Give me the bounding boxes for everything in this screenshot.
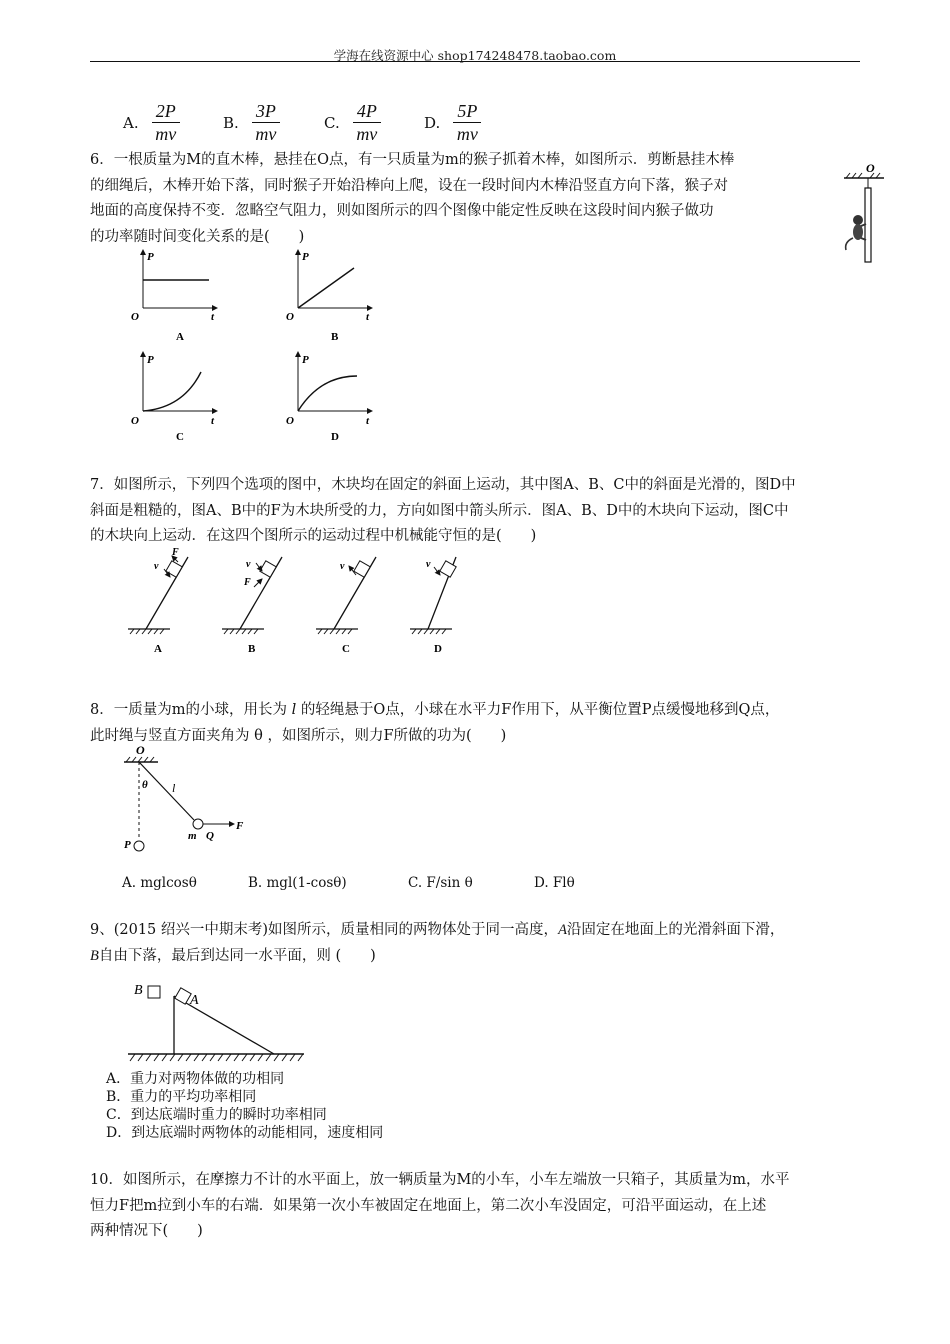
fraction: $\frac{2P}{mv}$ [152,100,180,145]
q5-option-c: C. $\frac{4P}{mv}$ [324,100,381,145]
svg-text:t: t [211,311,215,323]
svg-text:l: l [172,781,176,795]
fraction: $\frac{3P}{mv}$ [252,100,280,145]
graph-c-curve [143,372,201,411]
svg-text:v: v [154,561,159,572]
svg-text:O: O [286,415,294,427]
q5-option-d: D. $\frac{5P}{mv}$ [424,100,481,145]
svg-text:F: F [172,547,179,558]
svg-text:O: O [131,415,139,427]
svg-text:D: D [434,643,442,655]
svg-text:P: P [147,251,154,263]
graph-d [286,352,372,443]
graph-c [131,352,217,443]
svg-text:θ: θ [142,779,148,791]
svg-text:P: P [147,354,154,366]
graph-d-curve [298,376,357,411]
svg-text:P: P [124,839,131,851]
svg-text:A: A [154,643,162,655]
svg-text:B: B [248,643,256,655]
q9-options: A．重力对两物体做的功相同 B．重力的平均功率相同 C．到达底端时重力的瞬时功率相同 D．到达底端时两物体的动能相同，速度相同 [106,1071,384,1141]
ball-p [134,841,144,851]
svg-text:A: A [190,993,199,1008]
svg-text:t: t [211,415,215,427]
question-8: 8．一质量为m的小球，用长为 l 的轻绳悬于O点，小球在水平力F作用下，从平衡位置P点缓慢地移到Q点， 此时绳与竖直方面夹角为 θ ，如图所示，则力F所做的功为( ) [90,702,780,744]
svg-text:C: C [342,643,350,655]
incline-c [316,557,376,655]
ball-q [193,819,203,829]
question-10: 10．如图所示，在摩擦力不计的水平面上，放一辆质量为M的小车，小车左端放一只箱子，其质量为m，水平 恒力F把m拉到小车的右端．如果第一次小车被固定在地面上，第二次小车没固定，可沿平面运动，在上述 两种情况下( ) [90,1172,790,1239]
svg-text:O: O [131,311,139,323]
monkey-rod-figure [832,158,892,268]
power-time-graphs [125,248,395,448]
page-header: 学海在线资源中心 shop174248478.taobao.com [333,48,617,63]
svg-text:P: P [302,354,309,366]
question-7: 7．如图所示，下列四个选项的图中，木块均在固定的斜面上运动，其中图A、B、C中的斜面是光滑的，图D中 斜面是粗糙的，图A、B中的F为木块所受的力，方向如图中箭头所示．图A、B、D中的木块向下运动，图C中 的木块向上运动．在这四个图所示的运动过程中机械能守恒的是( ) [90,477,796,544]
svg-text:D: D [331,431,339,443]
svg-text:t: t [366,311,370,323]
graph-b [286,250,372,343]
svg-text:C: C [176,431,184,443]
svg-text:m: m [188,830,197,842]
monkey-icon [846,215,866,250]
pendulum-figure [118,742,258,854]
incline-d [410,557,456,655]
block-a [175,988,191,1004]
incline-a [128,547,188,655]
svg-text:F: F [244,577,251,588]
svg-text:t: t [366,415,370,427]
svg-text:A: A [176,331,184,343]
point-o-label: O [866,161,875,175]
q5-option-a: A. $\frac{2P}{mv}$ [123,100,180,145]
svg-text:F: F [236,820,244,832]
block-b [148,986,160,998]
svg-text:Q: Q [206,830,214,842]
q5-option-b: B. $\frac{3P}{mv}$ [223,100,280,145]
svg-text:O: O [286,311,294,323]
incline-b [222,557,282,655]
graph-a [131,250,217,343]
graph-b-curve [298,268,354,308]
question-9: 9、(2015 绍兴一中期末考)如图所示，质量相同的两物体处于同一高度，A沿固定在地面上的光滑斜面下滑， B自由下落，最后到达同一水平面，则 ( ) [90,922,785,964]
svg-text:v: v [246,559,251,570]
svg-text:v: v [426,559,431,570]
fraction: $\frac{4P}{mv}$ [353,100,381,145]
header-rule [90,61,860,62]
svg-text:B: B [134,983,143,998]
slope-figure [126,974,308,1068]
question-6: 6．一根质量为M的直木棒，悬挂在O点，有一只质量为m的猴子抓着木棒，如图所示．剪断悬挂木棒 的细绳后，木棒开始下落，同时猴子开始沿棒向上爬，设在一段时间内木棒沿竖直方向下落，猴子对 地面的高度保持不变．忽略空气阻力，则如图所示的四个图像中能定性反映在这段时间内猴子做功 的功率随时间变化关系的是( ) [90,152,735,245]
fraction: $\frac{5P}{mv}$ [453,100,481,145]
svg-text:P: P [302,251,309,263]
svg-text:B: B [331,331,339,343]
svg-text:v: v [340,561,345,572]
incline-figures [120,545,460,660]
svg-text:O: O [136,743,145,757]
